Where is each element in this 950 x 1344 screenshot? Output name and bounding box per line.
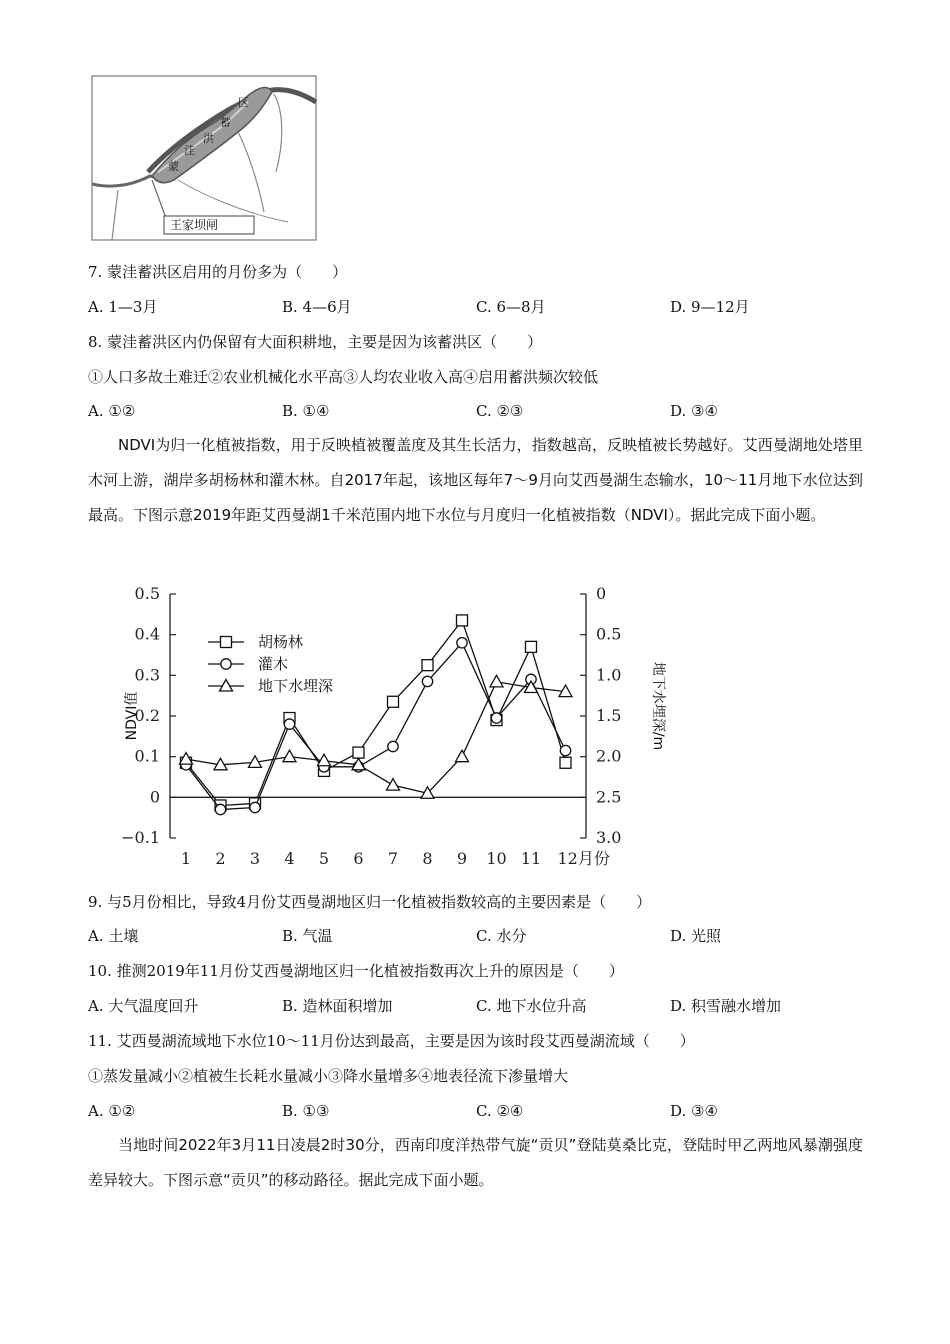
- map-label-meng: 蒙: [168, 160, 179, 173]
- y-tick-label-right: 3.0: [596, 828, 622, 847]
- q11-stem: 11. 艾西曼湖流域地下水位10～11月份达到最高，主要是因为该时段艾西曼湖流域（ ）: [88, 1032, 695, 1050]
- y-tick-label-left: 0.1: [134, 746, 160, 766]
- legend-marker-circle: [221, 659, 231, 669]
- q10-option-c[interactable]: C. 地下水位升高: [476, 997, 587, 1015]
- gate-label: 王家坝闸: [170, 218, 219, 232]
- y-tick-label-right: 1.5: [596, 706, 622, 725]
- map-label-wa: 洼: [184, 144, 195, 157]
- q11-statements: ①蒸发量减小②植被生长耗水量减小③降水量增多④地表径流下渗量增大: [88, 1067, 569, 1085]
- x-tick-label: 9: [456, 849, 468, 868]
- q9-option-c[interactable]: C. 水分: [476, 927, 527, 945]
- q9-option-d[interactable]: D. 光照: [670, 927, 722, 945]
- data-point-circle: [284, 719, 294, 729]
- y-tick-label-left: −0.1: [121, 828, 160, 847]
- data-point-square: [353, 747, 364, 758]
- data-point-circle: [250, 802, 260, 812]
- map-label-qu: 区: [238, 96, 249, 109]
- y-tick-label-left: 0.5: [134, 584, 160, 603]
- data-point-square: [388, 696, 399, 707]
- data-point-square: [422, 660, 433, 671]
- cyclone-intro-paragraph: 当地时间2022年3月11日凌晨2时30分，西南印度洋热带气旋“贡贝”登陆莫桑比克，登陆时甲乙两地风暴潮强度差异较大。下图示意“贡贝”的移动路径。据此完成下面小题。: [88, 1136, 863, 1189]
- y-tick-label-right: 0: [596, 584, 607, 603]
- y-tick-label-right: 2.5: [596, 787, 622, 807]
- x-tick-label: 10: [486, 849, 507, 868]
- q7-option-b[interactable]: B. 4—6月: [282, 298, 352, 316]
- y-tick-label-right: 0.5: [596, 624, 622, 644]
- q11-option-c[interactable]: C. ②④: [476, 1102, 524, 1120]
- series-line-2: [186, 682, 566, 793]
- legend-marker-triangle: [220, 680, 233, 692]
- data-point-circle: [388, 741, 398, 751]
- q11-option-d[interactable]: D. ③④: [670, 1102, 718, 1120]
- legend-label: 胡杨林: [258, 633, 304, 651]
- y-tick-label-left: 0: [149, 787, 160, 807]
- data-point-circle: [422, 676, 432, 686]
- legend-marker-square: [221, 637, 232, 648]
- q10-option-b[interactable]: B. 造林面积增加: [282, 997, 393, 1015]
- x-tick-label: 11: [520, 849, 542, 868]
- data-point-square: [560, 757, 571, 768]
- x-tick-label: 4: [284, 849, 295, 868]
- ndvi-intro-paragraph: NDVI为归一化植被指数，用于反映植被覆盖度及其生长活力，指数越高，反映植被长势越好。艾西曼湖地处塔里木河上游，湖岸多胡杨林和灌木林。自2017年起，该地区每年7～9月向艾西曼湖生态输水，10～11月地下水位达到最高。下图示意2019年距艾西曼湖1千米范围内地下水位与月度归一化植被指数（NDVI）。据此完成下面小题。: [88, 436, 863, 524]
- data-point-circle: [560, 745, 570, 755]
- q11-option-b[interactable]: B. ①③: [282, 1102, 330, 1120]
- x-tick-label: 6: [353, 849, 364, 868]
- legend-label: 地下水埋深: [258, 677, 334, 695]
- q7-option-d[interactable]: D. 9—12月: [670, 298, 750, 316]
- y-tick-label-right: 2.0: [596, 746, 622, 766]
- data-point-square: [457, 615, 468, 626]
- flood-area-map: [88, 72, 320, 244]
- x-tick-label: 1: [180, 849, 192, 868]
- data-point-triangle: [283, 750, 296, 762]
- data-point-circle: [491, 713, 501, 723]
- data-point-circle: [457, 638, 467, 648]
- data-point-triangle: [387, 779, 400, 791]
- y-tick-label-left: 0.2: [134, 706, 160, 725]
- y-axis-label-right: 地下水埋深/m: [650, 661, 666, 751]
- q9-stem: 9. 与5月份相比，导致4月份艾西曼湖地区归一化植被指数较高的主要因素是（ ）: [88, 893, 652, 911]
- ndvi-groundwater-chart: [118, 580, 666, 870]
- q8-option-b[interactable]: B. ①④: [282, 402, 330, 420]
- q9-option-a[interactable]: A. 土壤: [88, 927, 139, 945]
- map-label-xu: 蓄: [220, 116, 231, 129]
- q7-stem: 7. 蒙洼蓄洪区启用的月份多为（ ）: [88, 263, 348, 281]
- q11-option-a[interactable]: A. ①②: [88, 1102, 136, 1120]
- x-tick-label: 5: [318, 849, 330, 868]
- x-tick-label: 2: [215, 849, 226, 868]
- data-point-circle: [215, 804, 225, 814]
- data-point-triangle: [490, 675, 503, 687]
- q7-option-c[interactable]: C. 6—8月: [476, 298, 546, 316]
- q10-option-a[interactable]: A. 大气温度回升: [88, 997, 199, 1015]
- q8-statements: ①人口多故土难迁②农业机械化水平高③人均农业收入高④启用蓄洪频次较低: [88, 368, 599, 386]
- data-point-triangle: [456, 750, 469, 762]
- x-tick-label: 12月份: [557, 849, 610, 868]
- q8-option-c[interactable]: C. ②③: [476, 402, 524, 420]
- q9-option-b[interactable]: B. 气温: [282, 927, 333, 945]
- q10-option-d[interactable]: D. 积雪融水增加: [670, 997, 782, 1015]
- q7-option-a[interactable]: A. 1—3月: [88, 298, 158, 316]
- x-tick-label: 3: [249, 849, 261, 868]
- x-tick-label: 7: [387, 849, 399, 868]
- y-axis-label-left: NDVI值: [124, 691, 140, 741]
- y-tick-label-left: 0.4: [134, 624, 160, 644]
- q8-option-a[interactable]: A. ①②: [88, 402, 136, 420]
- legend-label: 灌木: [258, 655, 289, 673]
- y-tick-label-left: 0.3: [134, 665, 160, 685]
- data-point-square: [526, 641, 537, 652]
- series-line-0: [186, 620, 566, 805]
- q8-option-d[interactable]: D. ③④: [670, 402, 718, 420]
- q8-stem: 8. 蒙洼蓄洪区内仍保留有大面积耕地，主要是因为该蓄洪区（ ）: [88, 333, 543, 351]
- x-tick-label: 8: [422, 849, 433, 868]
- y-tick-label-right: 1.0: [596, 665, 622, 685]
- map-label-hong: 洪: [203, 132, 214, 145]
- q10-stem: 10. 推测2019年11月份艾西曼湖地区归一化植被指数再次上升的原因是（ ）: [88, 962, 624, 980]
